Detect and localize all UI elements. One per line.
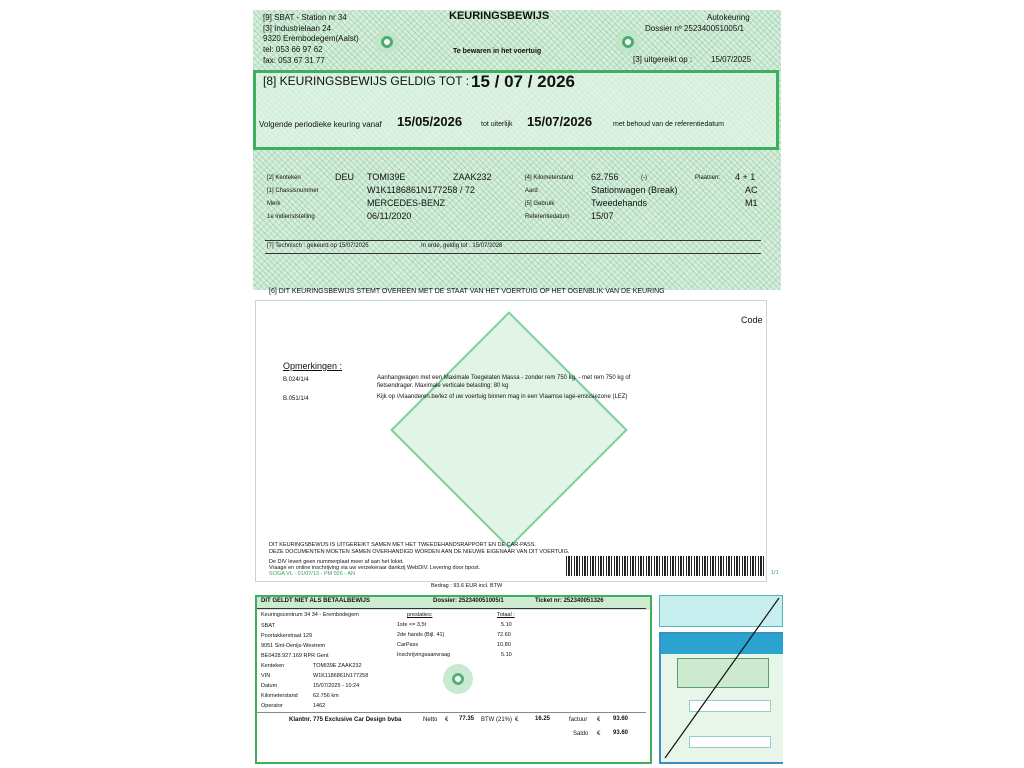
issued-date: 15/07/2025 (711, 55, 752, 64)
net-label: Netto (423, 717, 438, 723)
aard-label: Aard (525, 188, 538, 194)
category-code: M1 (745, 198, 758, 208)
center-line: Keuringscentrum 34 34 - Erembodegem (261, 612, 359, 618)
next-inspection-suffix: met behoud van de referentiedatum (613, 121, 724, 128)
seats-value: 4 + 1 (735, 172, 756, 182)
mileage-unit: (-) (641, 175, 647, 181)
next-inspection-from: 15/05/2026 (397, 114, 463, 129)
mileage-value: 62.756 (591, 172, 619, 182)
service-amount: 72.60 (497, 632, 511, 638)
center-line: BE0428.927.169 RPR Gent (261, 653, 329, 659)
stub-strip (659, 595, 783, 627)
customer-number: Klantnr. 775 Exclusive Car Design bvba (289, 717, 402, 723)
invoice-currency: € (597, 717, 601, 723)
info-label: VIN (261, 673, 271, 679)
kenteken-country: DEU (335, 172, 355, 182)
service-amount: 10.80 (497, 642, 511, 648)
station-tel: tel: 053 66 97 62 (263, 45, 323, 54)
chassis-value: W1K1186861N177258 / 72 (367, 185, 475, 195)
divider (257, 608, 646, 609)
remark-code: B.024/1/4 (283, 377, 309, 383)
station-city: 9320 Erembodegem(Aalst) (263, 34, 359, 43)
info-value: 62.756 km (313, 693, 339, 699)
info-label: Kilometerstand (261, 693, 298, 699)
referentiedatum-label: Referentiedatum (525, 214, 570, 220)
gebruik-value: Tweedehands (591, 198, 648, 208)
page-number: 1/1 (771, 570, 779, 576)
conformity-statement: [6] DIT KEURINGSBEWIJS STEMT OVEREEN MET DE STAAT VAN HET VOERTUIG OP HET OGENBLIK VAN DE KEURING (269, 288, 665, 295)
center-line: SBAT (261, 623, 275, 629)
validity-date: 15 / 07 / 2026 (471, 72, 575, 91)
remark-text: Aanhangwagen met een Maximale Toegelaten Massa - zonder rem 750 kg. - met rem 750 kg of (377, 375, 631, 381)
stub-field (689, 700, 771, 712)
net-currency: € (445, 717, 449, 723)
technical-inspection: [7] Technisch : gekeurd op 15/07/2025 (267, 243, 369, 249)
seal-icon (616, 30, 640, 54)
info-value: 15/07/2025 - 10:24 (313, 683, 360, 689)
center-line: Poortakkerstraat 129 (261, 633, 313, 639)
service-name: Inschrijvingsaanvraag (397, 652, 451, 658)
amount-summary: Bedrag : 93.6 EUR incl. BTW (431, 583, 503, 589)
payment-ticket: Ticket nr: 252340051326 (535, 598, 604, 604)
next-inspection-mid: tot uiterlijk (481, 121, 513, 128)
document-subtitle: Te bewaren in het voertuig (453, 48, 542, 55)
info-value: TOMI39E ZAAK232 (313, 663, 362, 669)
stub-banknote (677, 658, 769, 688)
footer-note: DIT KEURINGSBEWIJS IS UITGEREIKT SAMEN MET HET TWEEDEHANDSRAPPORT EN DE CAR-PASS. (269, 542, 536, 548)
footer-note: Vraage en online inschrijving via uw verzekeraar dankzij WebDIV. Levering door bpost. (269, 565, 481, 571)
center-line: 9051 Sint-Denijs-Westrem (261, 643, 326, 649)
total-label: Totaal : (497, 612, 515, 618)
seats-label: Plaatsen: (695, 175, 721, 181)
seal-icon (375, 30, 399, 54)
inspection-type: Autokeuring (707, 13, 750, 22)
balance-amount: 93.60 (613, 730, 629, 736)
kenteken-label: [2] Kenteken (267, 175, 301, 181)
kenteken-value: TOMI39E (367, 172, 406, 182)
footer-note: DEZE DOCUMENTEN MOETEN SAMEN OVERHANDIGD WORDEN AAN DE NIEUWE EIGENAAR VAN DIT VOERTUIG. (269, 549, 570, 555)
vat-currency: € (515, 717, 519, 723)
station-name: [9] SBAT - Station nr 34 (263, 13, 347, 22)
gebruik-label: [5] Gebruik (525, 201, 555, 207)
barcode (566, 556, 766, 576)
next-inspection-to: 15/07/2026 (527, 114, 593, 129)
first-registration-value: 06/11/2020 (367, 211, 412, 221)
referentiedatum-value: 15/07 (591, 211, 614, 221)
next-inspection-prefix: Volgende periodieke keuring vanaf (259, 120, 382, 129)
service-amount: 5.10 (501, 652, 512, 658)
info-label: Datum (261, 683, 278, 689)
station-address: [3] Industrielaan 24 (263, 24, 332, 33)
stub-field (689, 736, 771, 748)
merk-value: MERCEDES-BENZ (367, 198, 446, 208)
issued-label: [3] uitgereikt op : (633, 55, 693, 64)
chassis-label: [1] Chassisnummer (267, 188, 319, 194)
net-amount: 77.35 (459, 716, 475, 722)
info-value: W1K1186861N177258 (313, 673, 369, 679)
station-fax: fax: 053 67 31 77 (263, 56, 325, 65)
aard-value: Stationwagen (Break) (591, 185, 678, 195)
document-title: KEURINGSBEWIJS (449, 10, 550, 22)
invoice-amount: 93.60 (613, 716, 629, 722)
validity-label: [8] KEURINGSBEWIJS GELDIG TOT : (263, 74, 470, 88)
body-code: AC (745, 185, 758, 195)
footer-ref: SOGA VL - 01/07/13 - PM 026 - AN (269, 571, 356, 577)
vat-label: BTW (21%) (481, 717, 513, 723)
code-label: Code (741, 315, 763, 325)
divider (257, 712, 646, 713)
divider (265, 240, 761, 241)
stub-card (659, 632, 783, 764)
remarks-title: Opmerkingen : (283, 361, 343, 371)
inspection-certificate (243, 0, 783, 768)
info-label: Operator (261, 703, 283, 709)
payment-title: DIT GELDT NIET ALS BETAALBEWIJS (261, 598, 370, 604)
balance-label: Saldo (573, 731, 589, 737)
balance-currency: € (597, 731, 601, 737)
merk-label: Merk (267, 201, 281, 207)
services-label: prestaties: (407, 612, 433, 618)
info-label: Kenteken (261, 663, 285, 669)
remark-code: B.051/1/4 (283, 396, 309, 402)
service-name: 1ste <= 3,5t (397, 622, 427, 628)
payment-dossier: Dossier: 252340051005/1 (433, 598, 504, 604)
mileage-label: [4] Kilometerstand (525, 175, 574, 181)
seal-icon (443, 664, 473, 694)
vat-amount: 16.25 (535, 716, 551, 722)
first-registration-label: 1e indienststelling (267, 214, 315, 220)
kenteken-extra: ZAAK232 (453, 172, 492, 182)
service-amount: 5.10 (501, 622, 512, 628)
service-name: 2de hands (Bijl. 41) (397, 632, 445, 638)
valid-until: In orde, geldig tot : 15/07/2026 (421, 243, 503, 249)
remark-text: Kijk op //vlaanderen.be/lez of uw voertuig binnen mag in een Vlaamse lage-emissiezone (LEZ) (377, 394, 628, 400)
footer-note: De DIV levert geen nummerplaat meer af aan het loket. (269, 559, 404, 565)
dossier-number: Dossier nº 252340051005/1 (645, 24, 744, 33)
info-value: 1462 (313, 703, 326, 709)
service-name: CarPass (397, 642, 419, 648)
remark-text-continued: fietsendrager. Maximale verticale belasting: 80 kg (377, 383, 509, 389)
invoice-label: factuur (569, 717, 588, 723)
divider (265, 253, 761, 254)
